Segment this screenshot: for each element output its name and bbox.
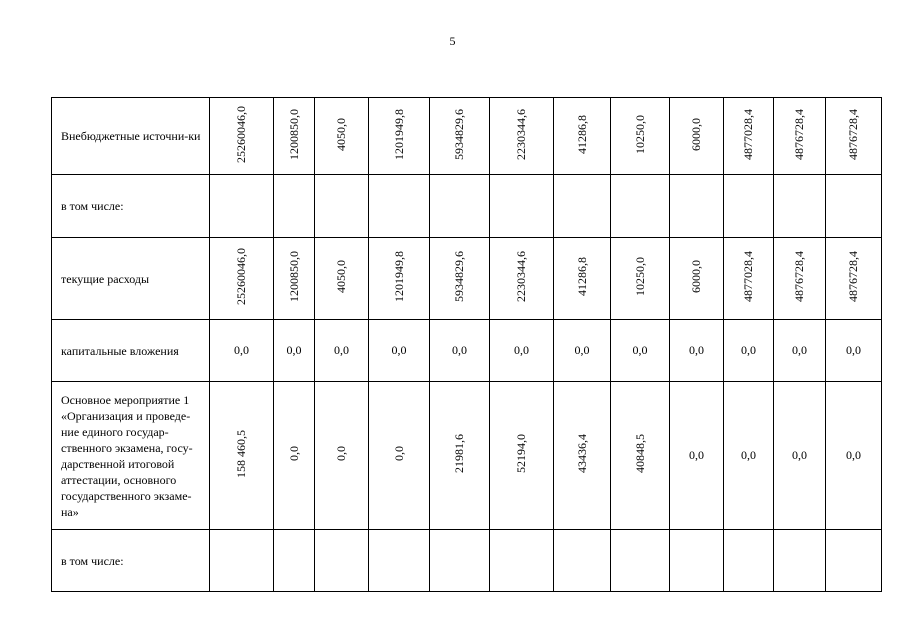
cell-value: 10250,0	[632, 114, 647, 154]
cell-value: 0,0	[632, 343, 648, 357]
value-cell	[490, 238, 554, 320]
value-cell	[611, 238, 670, 320]
cell-value: 40848,5	[632, 434, 647, 473]
value-cell	[826, 530, 882, 592]
cell-value: 41286,8	[574, 114, 589, 154]
value-cell	[724, 238, 774, 320]
cell-value: 0,0	[234, 343, 249, 357]
value-cell	[611, 530, 670, 592]
value-cell	[369, 98, 430, 175]
value-cell	[611, 320, 670, 382]
value-cell	[554, 175, 611, 238]
value-cell	[315, 320, 369, 382]
value-cell	[554, 530, 611, 592]
value-cell	[210, 382, 274, 530]
value-cell	[315, 382, 369, 530]
value-cell	[724, 320, 774, 382]
value-cell	[490, 530, 554, 592]
cell-value: 4876728,4	[846, 251, 860, 302]
cell-value: 4876728,4	[792, 251, 806, 302]
value-cell	[274, 98, 315, 175]
cell-value: 43436,4	[574, 434, 589, 473]
value-cell	[724, 98, 774, 175]
value-cell	[670, 238, 724, 320]
value-cell	[724, 530, 774, 592]
value-cell	[430, 98, 490, 175]
cell-value: 25260046,0	[234, 105, 248, 163]
value-cell	[430, 382, 490, 530]
value-cell	[554, 238, 611, 320]
cell-value: 41286,8	[574, 257, 589, 296]
cell-value: 6000,0	[689, 117, 703, 151]
cell-value: 0,0	[391, 343, 407, 357]
value-cell	[611, 382, 670, 530]
cell-value: 0,0	[334, 446, 348, 461]
cell-value: 4877028,4	[741, 108, 755, 160]
cell-value: 0,0	[846, 448, 861, 462]
value-cell	[490, 320, 554, 382]
value-cell	[430, 320, 490, 382]
table-row	[52, 320, 882, 382]
table-row	[52, 530, 882, 592]
cell-value: 5934829,6	[452, 108, 466, 160]
value-cell	[774, 530, 826, 592]
value-cell	[490, 175, 554, 238]
value-cell	[490, 98, 554, 175]
budget-table	[51, 97, 882, 592]
value-cell	[315, 530, 369, 592]
value-cell	[826, 382, 882, 530]
value-cell	[369, 530, 430, 592]
value-cell	[274, 238, 315, 320]
value-cell	[210, 238, 274, 320]
cell-value: 4876728,4	[846, 108, 860, 160]
cell-value: 0,0	[286, 446, 301, 461]
row-label: Внебюджетные источни-ки	[52, 98, 210, 175]
cell-value: 5934829,6	[452, 251, 466, 302]
row-label: капитальные вложения	[52, 320, 210, 382]
value-cell	[315, 175, 369, 238]
table-row	[52, 382, 882, 530]
value-cell	[210, 175, 274, 238]
cell-value: 4876728,4	[792, 108, 806, 160]
value-cell	[826, 238, 882, 320]
value-cell	[274, 175, 315, 238]
value-cell	[670, 320, 724, 382]
cell-value: 0,0	[792, 343, 807, 357]
table-row	[52, 175, 882, 238]
value-cell	[210, 98, 274, 175]
cell-value: 0,0	[574, 343, 590, 357]
cell-value: 2230344,6	[514, 108, 528, 160]
cell-value: 10250,0	[632, 257, 647, 296]
cell-value: 1200850,0	[286, 251, 301, 302]
value-cell	[430, 238, 490, 320]
value-cell	[774, 175, 826, 238]
cell-value: 4050,0	[334, 117, 348, 151]
cell-value: 0,0	[741, 343, 756, 357]
cell-value: 0,0	[514, 343, 529, 357]
value-cell	[774, 320, 826, 382]
value-cell	[554, 98, 611, 175]
table-row	[52, 238, 882, 320]
cell-value: 0,0	[689, 448, 704, 462]
value-cell	[369, 238, 430, 320]
value-cell	[670, 175, 724, 238]
cell-value: 0,0	[741, 448, 756, 462]
value-cell	[315, 238, 369, 320]
cell-value: 0,0	[391, 446, 406, 461]
cell-value: 1200850,0	[286, 108, 301, 160]
value-cell	[210, 530, 274, 592]
value-cell	[274, 320, 315, 382]
value-cell	[826, 98, 882, 175]
value-cell	[670, 98, 724, 175]
value-cell	[670, 530, 724, 592]
row-label: текущие расходы	[52, 238, 210, 320]
cell-value: 52194,0	[514, 434, 528, 473]
value-cell	[611, 98, 670, 175]
cell-value: 4050,0	[334, 260, 348, 293]
value-cell	[315, 98, 369, 175]
value-cell	[274, 530, 315, 592]
value-cell	[430, 530, 490, 592]
cell-value: 0,0	[286, 343, 302, 357]
value-cell	[369, 320, 430, 382]
cell-value: 0,0	[334, 343, 349, 357]
cell-value: 4877028,4	[741, 251, 755, 302]
value-cell	[611, 175, 670, 238]
cell-value: 1201949,8	[391, 251, 406, 302]
value-cell	[670, 382, 724, 530]
page-number: 5	[449, 34, 456, 48]
cell-value: 0,0	[792, 448, 807, 462]
row-label: Основное мероприятие 1 «Организация и проведе-ние единого государ-ственного экзамена, госу-дарственной итоговой аттестации, основного государственного экзаме-на»	[52, 382, 210, 530]
cell-value: 0,0	[452, 343, 467, 357]
value-cell	[430, 175, 490, 238]
cell-value: 25260046,0	[234, 248, 248, 305]
cell-value: 158 460,5	[234, 429, 248, 478]
value-cell	[774, 98, 826, 175]
value-cell	[554, 382, 611, 530]
cell-value: 0,0	[846, 343, 861, 357]
cell-value: 0,0	[689, 343, 704, 357]
row-label: в том числе:	[52, 175, 210, 238]
cell-value: 21981,6	[452, 434, 466, 473]
value-cell	[826, 320, 882, 382]
cell-value: 1201949,8	[391, 108, 406, 160]
value-cell	[724, 382, 774, 530]
value-cell	[724, 175, 774, 238]
cell-value: 2230344,6	[514, 251, 528, 302]
row-label: в том числе:	[52, 530, 210, 592]
value-cell	[369, 382, 430, 530]
value-cell	[490, 382, 554, 530]
value-cell	[554, 320, 611, 382]
cell-value: 6000,0	[689, 260, 703, 293]
value-cell	[826, 175, 882, 238]
value-cell	[774, 238, 826, 320]
value-cell	[274, 382, 315, 530]
table-row	[52, 98, 882, 175]
value-cell	[369, 175, 430, 238]
value-cell	[774, 382, 826, 530]
value-cell	[210, 320, 274, 382]
